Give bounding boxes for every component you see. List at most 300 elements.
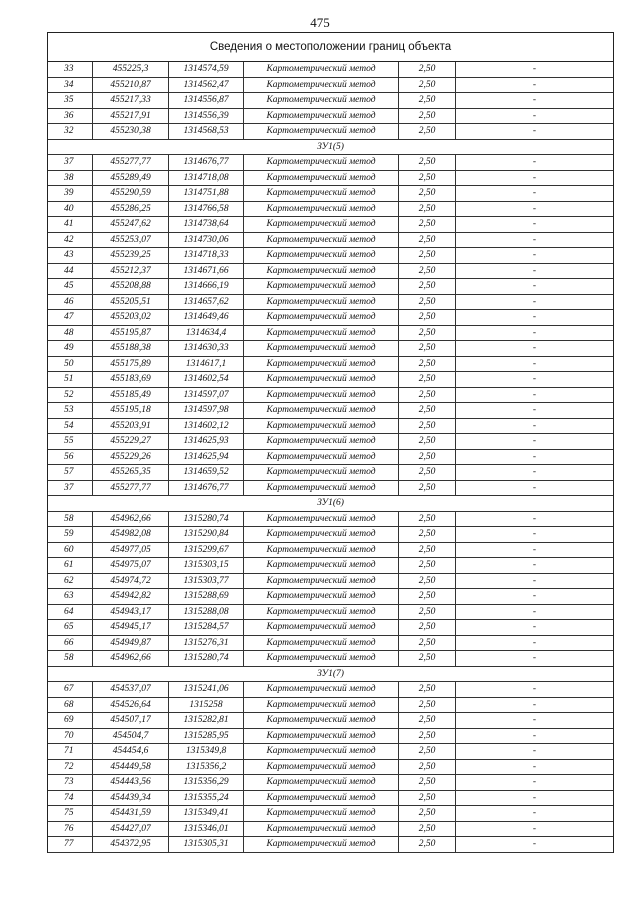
y-coordinate-cell: 1314738,64 [169,217,244,232]
description-cell: - [532,219,537,229]
description-cell: - [532,575,537,586]
method-cell: Картометрический метод [244,295,399,310]
description-cell: - [532,451,537,462]
section-header: ЗУ1(6) [48,496,613,512]
description-cell: - [532,95,537,105]
precision-cell: 2,50 [399,481,456,496]
method-cell: Картометрический метод [244,264,399,279]
y-coordinate-cell: 1315280,74 [169,651,244,666]
point-number-cell: 74 [48,791,93,806]
description-cell: - [532,591,537,601]
table-row [48,388,613,404]
point-number-cell: 46 [48,295,93,310]
precision-cell: 2,50 [399,109,456,124]
precision-cell: 2,50 [399,388,456,403]
y-coordinate-cell: 1315241,06 [169,682,244,697]
point-number-cell: 35 [48,93,93,108]
point-number-cell: 76 [48,822,93,837]
point-number-cell: 44 [48,264,93,279]
method-cell: Картометрический метод [244,806,399,821]
precision-cell: 2,50 [399,729,456,744]
method-cell: Картометрический метод [244,837,399,852]
table-row [48,558,613,574]
y-coordinate-cell: 1315349,8 [169,744,244,759]
precision-cell: 2,50 [399,744,456,759]
precision-cell: 2,50 [399,62,456,77]
y-coordinate-cell: 1314671,66 [169,264,244,279]
precision-cell: 2,50 [399,682,456,697]
method-cell: Картометрический метод [244,465,399,480]
description-cell: - [532,79,537,90]
method-cell: Картометрический метод [244,698,399,713]
table-row [48,124,613,140]
description-cell: - [532,436,537,446]
precision-cell: 2,50 [399,434,456,449]
description-cell: - [532,560,537,570]
description-cell: - [532,529,537,539]
y-coordinate-cell: 1314751,88 [169,186,244,201]
table-row [48,295,613,311]
point-number-cell: 37 [48,155,93,170]
precision-cell: 2,50 [399,264,456,279]
method-cell: Картометрический метод [244,729,399,744]
coordinates-table [47,32,614,853]
y-coordinate-cell: 1314649,46 [169,310,244,325]
y-coordinate-cell: 1315288,08 [169,605,244,620]
point-number-cell: 49 [48,341,93,356]
method-cell: Картометрический метод [244,574,399,589]
description-cell: - [532,296,537,307]
y-coordinate-cell: 1315282,81 [169,713,244,728]
x-coordinate-cell: 454439,34 [93,791,169,806]
precision-cell: 2,50 [399,822,456,837]
method-cell: Картометрический метод [244,434,399,449]
point-number-cell: 63 [48,589,93,604]
x-coordinate-cell: 455205,51 [93,295,169,310]
precision-cell: 2,50 [399,233,456,248]
y-coordinate-cell: 1314676,77 [169,155,244,170]
x-coordinate-cell: 454427,07 [93,822,169,837]
table-row [48,837,613,853]
method-cell: Картометрический метод [244,124,399,139]
table-row [48,186,613,202]
table-row [48,543,613,559]
method-cell: Картометрический метод [244,186,399,201]
method-cell: Картометрический метод [244,775,399,790]
description-cell: - [532,358,537,369]
y-coordinate-cell: 1314634,4 [169,326,244,341]
y-coordinate-cell: 1314602,54 [169,372,244,387]
table-body [48,62,613,853]
method-cell: Картометрический метод [244,481,399,496]
point-number-cell: 73 [48,775,93,790]
method-cell: Картометрический метод [244,419,399,434]
description-cell: - [532,684,537,694]
method-cell: Картометрический метод [244,93,399,108]
table-row [48,744,613,760]
point-number-cell: 36 [48,109,93,124]
x-coordinate-cell: 455185,49 [93,388,169,403]
x-coordinate-cell: 455253,07 [93,233,169,248]
precision-cell: 2,50 [399,326,456,341]
y-coordinate-cell: 1314666,19 [169,279,244,294]
table-row [48,713,613,729]
description-cell: - [532,699,537,710]
precision-cell: 2,50 [399,450,456,465]
method-cell: Картометрический метод [244,620,399,635]
description-cell: - [532,606,537,617]
table-row [48,698,613,714]
method-cell: Картометрический метод [244,357,399,372]
x-coordinate-cell: 455217,33 [93,93,169,108]
description-cell: - [532,730,537,741]
table-row [48,109,613,125]
table-row [48,202,613,218]
table-row [48,326,613,342]
x-coordinate-cell: 454454,6 [93,744,169,759]
method-cell: Картометрический метод [244,543,399,558]
method-cell: Картометрический метод [244,744,399,759]
table-row [48,620,613,636]
y-coordinate-cell: 1314730,06 [169,233,244,248]
point-number-cell: 68 [48,698,93,713]
x-coordinate-cell: 455212,37 [93,264,169,279]
x-coordinate-cell: 455286,25 [93,202,169,217]
y-coordinate-cell: 1314617,1 [169,357,244,372]
section-header: ЗУ1(5) [48,140,613,156]
table-row [48,481,613,497]
precision-cell: 2,50 [399,124,456,139]
method-cell: Картометрический метод [244,217,399,232]
point-number-cell: 77 [48,837,93,852]
description-cell: - [532,839,537,849]
table-row [48,605,613,621]
x-coordinate-cell: 454449,58 [93,760,169,775]
table-row [48,434,613,450]
description-cell: - [532,792,537,803]
y-coordinate-cell: 1315303,77 [169,574,244,589]
description-cell: - [532,265,537,276]
x-coordinate-cell: 454526,64 [93,698,169,713]
table-row [48,62,613,78]
x-coordinate-cell: 455277,77 [93,481,169,496]
precision-cell: 2,50 [399,636,456,651]
point-number-cell: 53 [48,403,93,418]
table-row [48,574,613,590]
table-row [48,822,613,838]
x-coordinate-cell: 454372,95 [93,837,169,852]
x-coordinate-cell: 455210,87 [93,78,169,93]
point-number-cell: 75 [48,806,93,821]
y-coordinate-cell: 1315356,29 [169,775,244,790]
point-number-cell: 39 [48,186,93,201]
y-coordinate-cell: 1314659,52 [169,465,244,480]
precision-cell: 2,50 [399,543,456,558]
point-number-cell: 62 [48,574,93,589]
x-coordinate-cell: 455265,35 [93,465,169,480]
x-coordinate-cell: 454962,66 [93,651,169,666]
y-coordinate-cell: 1314657,62 [169,295,244,310]
method-cell: Картометрический метод [244,202,399,217]
x-coordinate-cell: 454431,59 [93,806,169,821]
point-number-cell: 57 [48,465,93,480]
x-coordinate-cell: 455229,26 [93,450,169,465]
precision-cell: 2,50 [399,512,456,527]
x-coordinate-cell: 454537,07 [93,682,169,697]
y-coordinate-cell: 1314597,98 [169,403,244,418]
x-coordinate-cell: 454982,08 [93,527,169,542]
description-cell: - [532,544,537,555]
table-row [48,450,613,466]
description-cell: - [532,405,537,415]
method-cell: Картометрический метод [244,388,399,403]
method-cell: Картометрический метод [244,605,399,620]
y-coordinate-cell: 1315285,95 [169,729,244,744]
precision-cell: 2,50 [399,372,456,387]
description-cell: - [532,389,537,400]
y-coordinate-cell: 1314625,93 [169,434,244,449]
y-coordinate-cell: 1314718,08 [169,171,244,186]
point-number-cell: 58 [48,512,93,527]
table-row [48,248,613,264]
point-number-cell: 66 [48,636,93,651]
method-cell: Картометрический метод [244,682,399,697]
table-row [48,217,613,233]
x-coordinate-cell: 454974,72 [93,574,169,589]
precision-cell: 2,50 [399,574,456,589]
y-coordinate-cell: 1315258 [169,698,244,713]
table-row [48,512,613,528]
precision-cell: 2,50 [399,760,456,775]
description-cell: - [532,374,537,384]
y-coordinate-cell: 1314766,58 [169,202,244,217]
y-coordinate-cell: 1315284,57 [169,620,244,635]
point-number-cell: 54 [48,419,93,434]
page-number: 475 [310,15,330,30]
x-coordinate-cell: 455225,3 [93,62,169,77]
y-coordinate-cell: 1315356,2 [169,760,244,775]
precision-cell: 2,50 [399,419,456,434]
method-cell: Картометрический метод [244,372,399,387]
point-number-cell: 33 [48,62,93,77]
y-coordinate-cell: 1315299,67 [169,543,244,558]
method-cell: Картометрический метод [244,62,399,77]
x-coordinate-cell: 454962,66 [93,512,169,527]
x-coordinate-cell: 455195,18 [93,403,169,418]
method-cell: Картометрический метод [244,822,399,837]
x-coordinate-cell: 455217,91 [93,109,169,124]
description-cell: - [532,157,537,167]
x-coordinate-cell: 455183,69 [93,372,169,387]
section-header: ЗУ1(7) [48,667,613,683]
point-number-cell: 52 [48,388,93,403]
method-cell: Картометрический метод [244,589,399,604]
description-cell: - [532,343,537,353]
y-coordinate-cell: 1315280,74 [169,512,244,527]
precision-cell: 2,50 [399,93,456,108]
x-coordinate-cell: 455290,59 [93,186,169,201]
point-number-cell: 38 [48,171,93,186]
point-number-cell: 59 [48,527,93,542]
method-cell: Картометрический метод [244,636,399,651]
method-cell: Картометрический метод [244,341,399,356]
table-row [48,775,613,791]
description-cell: - [532,513,537,524]
y-coordinate-cell: 1315346,01 [169,822,244,837]
method-cell: Картометрический метод [244,791,399,806]
point-number-cell: 67 [48,682,93,697]
description-cell: - [532,110,537,121]
point-number-cell: 47 [48,310,93,325]
description-cell: - [532,823,537,834]
precision-cell: 2,50 [399,620,456,635]
precision-cell: 2,50 [399,186,456,201]
y-coordinate-cell: 1315303,15 [169,558,244,573]
method-cell: Картометрический метод [244,403,399,418]
method-cell: Картометрический метод [244,558,399,573]
y-coordinate-cell: 1315349,41 [169,806,244,821]
table-header-title: Сведения о местоположении границ объекта [48,33,613,62]
method-cell: Картометрический метод [244,527,399,542]
precision-cell: 2,50 [399,806,456,821]
point-number-cell: 40 [48,202,93,217]
precision-cell: 2,50 [399,202,456,217]
precision-cell: 2,50 [399,775,456,790]
x-coordinate-cell: 455239,25 [93,248,169,263]
x-coordinate-cell: 455188,38 [93,341,169,356]
method-cell: Картометрический метод [244,450,399,465]
description-cell: - [532,777,537,787]
table-row [48,341,613,357]
table-row [48,372,613,388]
precision-cell: 2,50 [399,217,456,232]
description-cell: - [532,420,537,431]
table-row [48,760,613,776]
description-cell: - [532,188,537,198]
table-row [48,171,613,187]
x-coordinate-cell: 455289,49 [93,171,169,186]
table-row [48,233,613,249]
table-row [48,651,613,667]
point-number-cell: 51 [48,372,93,387]
table-row [48,310,613,326]
description-cell: - [532,746,537,756]
x-coordinate-cell: 454507,17 [93,713,169,728]
table-row [48,682,613,698]
y-coordinate-cell: 1315276,31 [169,636,244,651]
precision-cell: 2,50 [399,403,456,418]
method-cell: Картометрический метод [244,651,399,666]
table-row [48,155,613,171]
table-row [48,806,613,822]
description-cell: - [532,808,537,818]
y-coordinate-cell: 1314602,12 [169,419,244,434]
description-cell: - [532,761,537,772]
table-row [48,589,613,605]
y-coordinate-cell: 1314597,07 [169,388,244,403]
description-cell: - [532,172,537,183]
method-cell: Картометрический метод [244,248,399,263]
point-number-cell: 43 [48,248,93,263]
x-coordinate-cell: 454504,7 [93,729,169,744]
y-coordinate-cell: 1314574,59 [169,62,244,77]
precision-cell: 2,50 [399,589,456,604]
x-coordinate-cell: 454977,05 [93,543,169,558]
table-row [48,357,613,373]
precision-cell: 2,50 [399,558,456,573]
precision-cell: 2,50 [399,791,456,806]
precision-cell: 2,50 [399,357,456,372]
table-row [48,419,613,435]
table-row [48,636,613,652]
description-cell: - [532,327,537,338]
y-coordinate-cell: 1315290,84 [169,527,244,542]
precision-cell: 2,50 [399,310,456,325]
y-coordinate-cell: 1314625,94 [169,450,244,465]
method-cell: Картометрический метод [244,326,399,341]
point-number-cell: 72 [48,760,93,775]
description-cell: - [532,482,537,493]
point-number-cell: 69 [48,713,93,728]
description-cell: - [532,312,537,322]
x-coordinate-cell: 455203,91 [93,419,169,434]
table-row [48,729,613,745]
precision-cell: 2,50 [399,713,456,728]
point-number-cell: 61 [48,558,93,573]
table-row [48,93,613,109]
point-number-cell: 32 [48,124,93,139]
point-number-cell: 58 [48,651,93,666]
precision-cell: 2,50 [399,341,456,356]
precision-cell: 2,50 [399,248,456,263]
x-coordinate-cell: 454945,17 [93,620,169,635]
precision-cell: 2,50 [399,465,456,480]
point-number-cell: 70 [48,729,93,744]
method-cell: Картометрический метод [244,310,399,325]
point-number-cell: 71 [48,744,93,759]
precision-cell: 2,50 [399,837,456,852]
x-coordinate-cell: 454942,82 [93,589,169,604]
description-cell: - [532,64,537,74]
x-coordinate-cell: 455195,87 [93,326,169,341]
point-number-cell: 48 [48,326,93,341]
description-cell: - [532,281,537,291]
description-cell: - [532,203,537,214]
point-number-cell: 34 [48,78,93,93]
method-cell: Картометрический метод [244,78,399,93]
x-coordinate-cell: 455229,27 [93,434,169,449]
precision-cell: 2,50 [399,651,456,666]
x-coordinate-cell: 454975,07 [93,558,169,573]
description-cell: - [532,250,537,260]
y-coordinate-cell: 1315288,69 [169,589,244,604]
method-cell: Картометрический метод [244,760,399,775]
y-coordinate-cell: 1314676,77 [169,481,244,496]
table-row [48,465,613,481]
table-row [48,403,613,419]
y-coordinate-cell: 1314568,53 [169,124,244,139]
y-coordinate-cell: 1315305,31 [169,837,244,852]
method-cell: Картометрический метод [244,233,399,248]
point-number-cell: 50 [48,357,93,372]
y-coordinate-cell: 1314562,47 [169,78,244,93]
point-number-cell: 65 [48,620,93,635]
precision-cell: 2,50 [399,698,456,713]
point-number-cell: 56 [48,450,93,465]
table-row [48,527,613,543]
x-coordinate-cell: 455203,02 [93,310,169,325]
precision-cell: 2,50 [399,605,456,620]
